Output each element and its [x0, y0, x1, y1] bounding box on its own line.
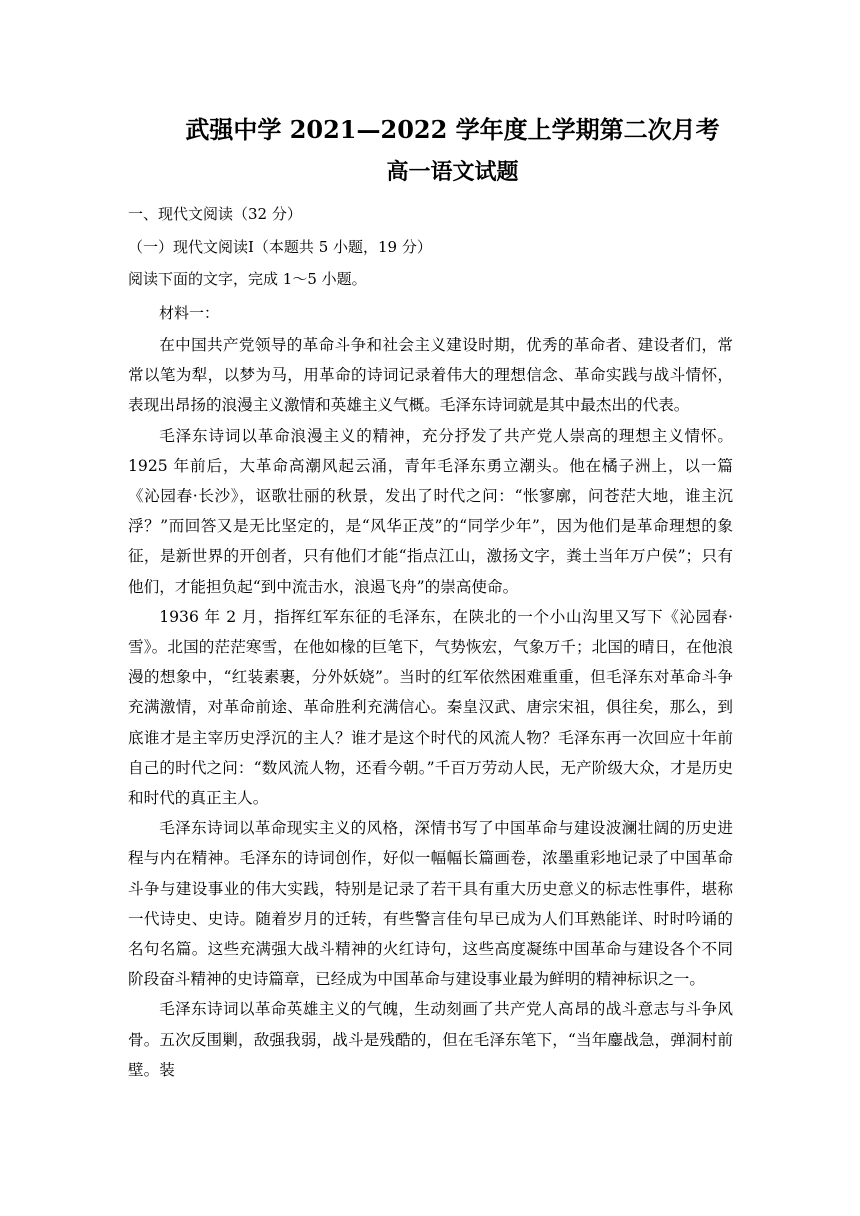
- section-subheading: （一）现代文阅读Ⅰ（本题共 5 小题，19 分）: [128, 238, 432, 256]
- reading-instruction: 阅读下面的文字，完成 1～5 小题。: [128, 270, 367, 288]
- material-body: [128, 330, 733, 1085]
- section-heading: 一、现代文阅读（32 分）: [128, 205, 302, 223]
- paragraph: 1936 年 2 月，指挥红军东征的毛泽东，在陕北的一个小山沟里又写下《沁园春·雪》。北国的茫茫寒雪，在他如椽的巨笔下，气势恢宏，气象万千；北国的晴日，在他浪漫的想象中，“红装素裹，分外妖娆”。当时的红军依然困难重重，但毛泽东对革命斗争充满激情，对革命前途、革命胜利充满信心。秦皇汉武、唐宗宋祖，俱往矣，那么，到底谁才是主宰历史浮沉的主人？谁才是这个时代的风流人物？毛泽东再一次回应十年前自己的时代之问：“数风流人物，还看今朝。”千百万劳动人民，无产阶级大众，才是历史和时代的真正主人。: [128, 607, 733, 808]
- exam-subtitle: 高一语文试题: [386, 159, 519, 185]
- paragraph: 毛泽东诗词以革命英雄主义的气魄，生动刻画了共产党人高昂的战斗意志与斗争风骨。五次反围剿，敌强我弱，战斗是残酷的，但在毛泽东笔下，“当年鏖战急，弹洞村前壁。装: [128, 1000, 733, 1079]
- material-label: 材料一：: [159, 304, 220, 322]
- paragraph: 毛泽东诗词以革命现实主义的风格，深情书写了中国革命与建设波澜壮阔的历史进程与内在精神。毛泽东的诗词创作，好似一幅幅长篇画卷，浓墨重彩地记录了中国革命斗争与建设事业的伟大实践，特别是记录了若干具有重大历史意义的标志性事件，堪称一代诗史、史诗。随着岁月的迁转，有些警言佳句早已成为人们耳熟能详、时时吟诵的名句名篇。这些充满强大战斗精神的火红诗句，这些高度凝练中国革命与建设各个不同阶段奋斗精神的史诗篇章，已经成为中国革命与建设事业最为鲜明的精神标识之一。: [128, 819, 733, 989]
- paragraph: 毛泽东诗词以革命浪漫主义的精神，充分抒发了共产党人崇高的理想主义情怀。1925 年前后，大革命高潮风起云涌，青年毛泽东勇立潮头。他在橘子洲上，以一篇《沁园春·长沙》，讴歌壮丽的秋景，发出了时代之问：“怅寥廓，问苍茫大地，谁主沉浮？”而回答又是无比坚定的，是“风华正茂”的“同学少年”，因为他们是革命理想的象征，是新世界的开创者，只有他们才能“指点江山，激扬文字，粪土当年万户侯”；只有他们，才能担负起“到中流击水，浪遏飞舟”的崇高使命。: [128, 426, 733, 596]
- exam-title: 武强中学 2021—2022 学年度上学期第二次月考: [185, 115, 720, 144]
- paragraph: 在中国共产党领导的革命斗争和社会主义建设时期，优秀的革命者、建设者们，常常以笔为犁，以梦为马，用革命的诗词记录着伟大的理想信念、革命实践与战斗情怀，表现出昂扬的浪漫主义激情和英雄主义气概。毛泽东诗词就是其中最杰出的代表。: [128, 336, 733, 415]
